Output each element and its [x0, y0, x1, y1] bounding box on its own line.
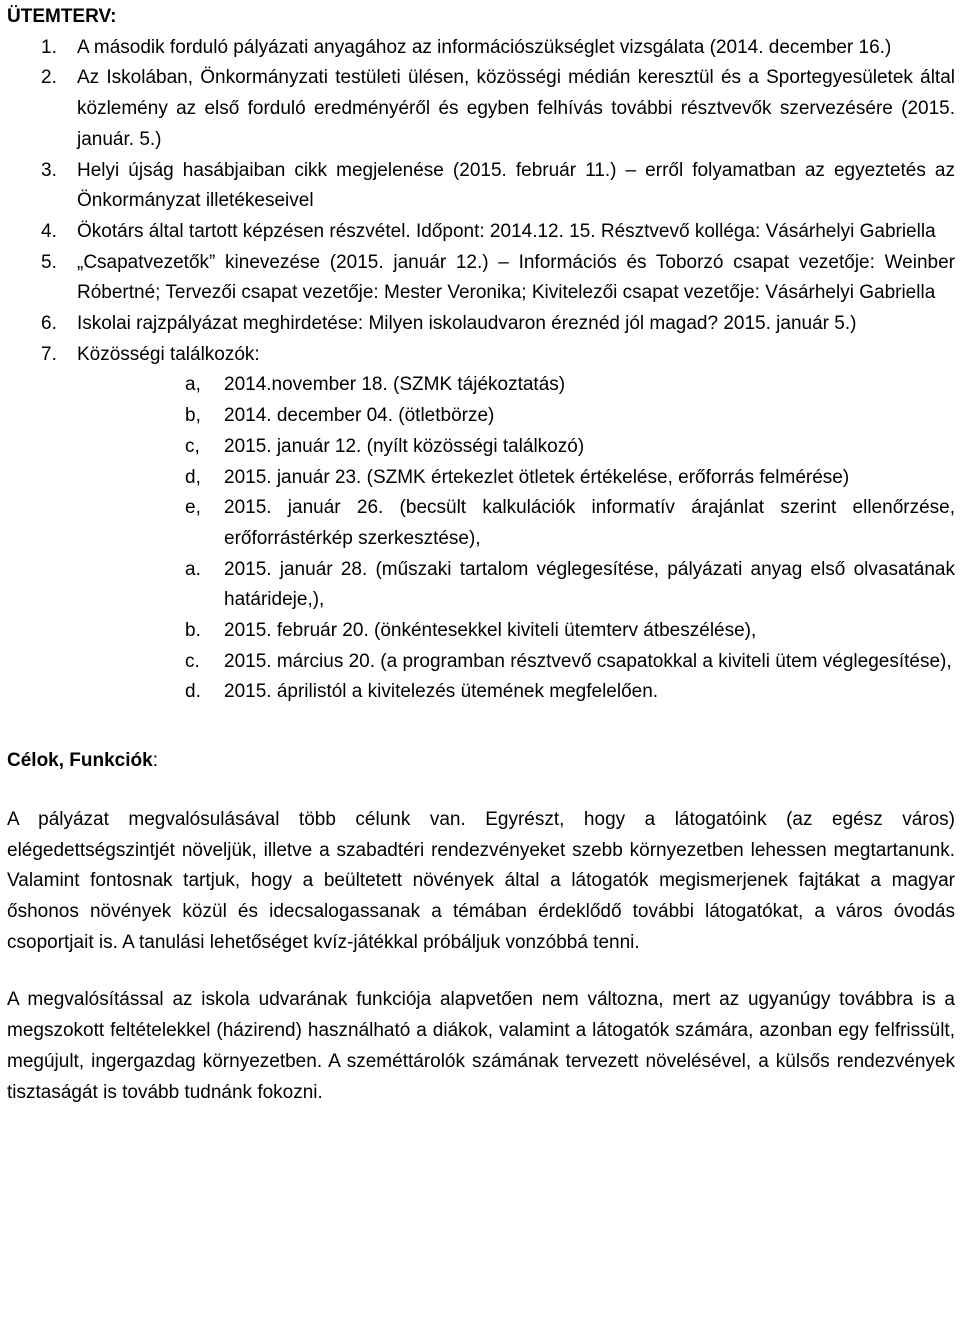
schedule-list: [7, 33, 955, 708]
meeting-text: 2015. január 28. (műszaki tartalom véglegesítése, pályázati anyag első olvasatának határideje,),: [224, 558, 955, 611]
section-heading: [7, 746, 955, 777]
item-number: 5.: [41, 251, 57, 273]
meeting-letter: a.: [185, 558, 201, 580]
item-number: 7.: [41, 343, 57, 365]
section-colon: :: [152, 750, 158, 772]
meeting-letter: d,: [185, 466, 201, 488]
schedule-heading: ÜTEMTERV:: [7, 6, 117, 27]
meeting-text: 2015. január 12. (nyílt közösségi találkozó): [224, 435, 585, 457]
meeting-letter: c.: [185, 650, 200, 672]
item-text: Közösségi találkozók:: [77, 343, 260, 365]
meeting-letter: b,: [185, 405, 201, 427]
item-number: 3.: [41, 159, 57, 181]
schedule-item: [7, 217, 955, 248]
meeting-letter: a,: [185, 374, 201, 396]
meeting-item: [77, 401, 955, 432]
meeting-letter: b.: [185, 620, 201, 642]
meeting-letter: d.: [185, 681, 201, 703]
item-number: 2.: [41, 67, 57, 89]
schedule-item: [7, 156, 955, 217]
meeting-text: 2015. március 20. (a programban résztvevő csapatokkal a kiviteli ütem véglegesítése),: [224, 650, 952, 672]
meeting-item: [77, 493, 955, 554]
meeting-item: [77, 616, 955, 647]
schedule-item: [7, 248, 955, 309]
item-number: 1.: [41, 36, 57, 58]
item-text: „Csapatvezetők” kinevezése (2015. január 12.) – Információs és Toborzó csapat vezetője: Weinber Róbertné; Tervezői csapat vezetője: Mester Veronika; Kivitelezői csapat vezetője: Vásárhelyi Gabriella: [77, 251, 955, 304]
schedule-item: [7, 340, 955, 708]
schedule-item: [7, 33, 955, 64]
meeting-text: 2014.november 18. (SZMK tájékoztatás): [224, 374, 566, 396]
item-text: A második forduló pályázati anyagához az információszükséglet vizsgálata (2014. december 16.): [77, 36, 892, 58]
schedule-item: [7, 63, 955, 155]
item-text: Az Iskolában, Önkormányzati testületi ülésen, közösségi médián keresztül és a Sportegyesületek által közlemény az első forduló eredményéről és egyben felhívás további résztvevők szervezésére (2015. január. 5.): [77, 67, 955, 150]
meeting-item: [77, 463, 955, 494]
item-number: 6.: [41, 313, 57, 335]
meeting-letter: e,: [185, 497, 201, 519]
meeting-text: 2015. február 20. (önkéntesekkel kiviteli ütemterv átbeszélése),: [224, 620, 757, 642]
meeting-item: [77, 370, 955, 401]
paragraph-goals: A pályázat megvalósulásával több célunk van. Egyrészt, hogy a látogatóink (az egész város) elégedettségszintjét növeljük, illetve a szabadtéri rendezvényeket szebb környezetben lehessen megtartanunk. Valamint fontosnak tartjuk, hogy a beültetett növények által a látogatók megismerjenek fajtákat a magyar őshonos növények közül és idecsalogassanak a témában érdeklődő további látogatókat, a város óvodás csoportjait is. A tanulási lehetőséget kvíz-játékkal próbáljuk vonzóbbá tenni.: [7, 808, 955, 953]
meeting-text: 2015. január 23. (SZMK értekezlet ötletek értékelése, erőforrás felmérése): [224, 466, 850, 488]
meeting-letter: c,: [185, 435, 200, 457]
item-text: Ökotárs által tartott képzésen részvétel. Időpont: 2014.12. 15. Résztvevő kolléga: Vásárhelyi Gabriella: [77, 220, 936, 242]
meeting-item: [77, 432, 955, 463]
item-text: Iskolai rajzpályázat meghirdetése: Milyen iskolaudvaron éreznéd jól magad? 2015. január 5.): [77, 313, 857, 335]
item-number: 4.: [41, 220, 57, 242]
meeting-item: [77, 555, 955, 616]
meeting-item: [77, 677, 955, 708]
section-title: Célok, Funkciók: [7, 750, 153, 772]
meeting-text: 2015. áprilistól a kivitelezés ütemének megfelelően.: [224, 681, 659, 703]
meeting-item: [77, 647, 955, 678]
meetings-list: [77, 370, 955, 708]
schedule-item: [7, 309, 955, 340]
meeting-text: 2015. január 26. (becsült kalkulációk informatív árajánlat szerint ellenőrzése, erőforrástérkép szerkesztése),: [224, 497, 955, 549]
paragraph-function: A megvalósítással az iskola udvarának funkciója alapvetően nem változna, mert az ugyanúgy továbbra is a megszokott feltételekkel (házirend) használható a diákok, valamint a látogatók számára, azonban egy felfrissült, megújult, ingergazdag környezetben. A szeméttárolók számának tervezett növelésével, a külsős rendezvények tisztaságát is tovább tudnánk fokozni.: [7, 989, 955, 1103]
item-text: Helyi újság hasábjaiban cikk megjelenése (2015. február 11.) – erről folyamatban az egyeztetés az Önkormányzat illetékeseivel: [77, 159, 955, 212]
meeting-text: 2014. december 04. (ötletbörze): [224, 405, 495, 427]
